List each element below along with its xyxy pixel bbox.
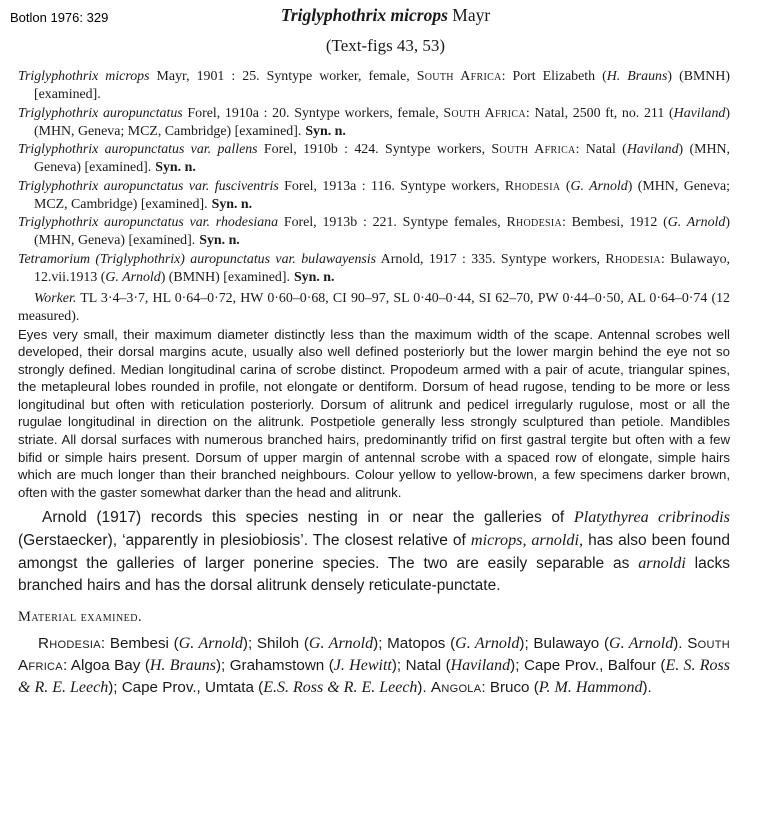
collector-name: H. Brauns — [149, 657, 216, 675]
collector-name: G. Arnold — [609, 635, 674, 653]
synonymy-citation: Forel, 1913a : 116. Syntype workers, — [278, 178, 505, 194]
synonymy-locality-detail: : Bembesi, 1912 ( — [562, 215, 668, 230]
synonymy-entry — [18, 105, 730, 141]
country-name: South Africa — [18, 635, 731, 675]
locality-text: ); Natal ( — [391, 657, 451, 675]
synonymy-collector: G. Arnold — [105, 269, 161, 285]
species-title — [0, 5, 771, 26]
synonymy-depository: ) (MHN, Geneva) [examined]. — [34, 215, 730, 248]
locality-text: ); Cape Prov., Umtata ( — [108, 679, 264, 697]
remarks-taxon-2: microps, arnoldi, — [470, 531, 584, 550]
locality-text: ); Shiloh ( — [242, 635, 309, 653]
collector-name: P. M. Hammond — [538, 679, 643, 697]
locality-text: ). — [673, 635, 688, 653]
material-heading: Material examined. — [18, 609, 143, 626]
locality-text: ); Matopos ( — [373, 635, 456, 653]
synonymy-entry — [18, 214, 730, 250]
locality-text: : Bembesi ( — [100, 635, 179, 653]
synonymy-taxon: Triglyphothrix auropunctatus — [18, 105, 183, 121]
collector-name: J. Hewitt — [333, 657, 392, 675]
worker-measurements — [18, 290, 730, 326]
remarks-paragraph — [18, 506, 730, 597]
synonymy-collector: G. Arnold — [667, 215, 726, 230]
synonymy-depository: ) (MHN, Geneva; MCZ, Cambridge) [examined]. — [34, 105, 730, 139]
title-species-name: Triglyphothrix microps — [280, 5, 448, 25]
measurements-text: TL 3·4–3·7, HL 0·64–0·72, HW 0·60–0·68, CI 90–97, SL 0·40–0·44, SI 62–70, PW 0·44–0·50, AL 0·64–0·74 (12 measured). — [18, 290, 730, 324]
syn-n-label: Syn. n. — [155, 160, 196, 175]
synonymy-locality-detail: ( — [560, 178, 571, 194]
syn-n-label: Syn. n. — [211, 196, 253, 212]
synonymy-entry — [18, 251, 730, 287]
synonymy-depository: ) (BMNH) [examined]. — [160, 269, 290, 285]
collector-name: G. Arnold — [455, 635, 520, 653]
synonymy-locality-detail: : Bulawayo, 12.vii.1913 ( — [34, 251, 730, 285]
synonymy-collector: Haviland — [626, 142, 679, 157]
synonymy-locality-detail: : Natal ( — [575, 142, 627, 157]
synonymy-taxon: Triglyphothrix auropunctatus var. pallens — [18, 142, 258, 157]
syn-n-label: Syn. n. — [199, 233, 240, 248]
synonymy-citation: Arnold, 1917 : 335. Syntype workers, — [376, 251, 606, 267]
synonymy-depository: ) (MHN, Geneva; MCZ, Cambridge) [examined]. — [34, 178, 730, 212]
synonymy-locality-detail: : Port Elizabeth ( — [501, 69, 607, 84]
syn-n-label: Syn. n. — [305, 123, 346, 139]
locality-text: ). — [417, 679, 431, 697]
synonymy-locality: Rhodesia — [506, 215, 563, 230]
worker-description: Eyes very small, their maximum diameter distinctly less than the maximum width of the scape. Antennal scrobes well developed, their dorsal margins acute, usually also well defined posteriorly but the lower margin behind the eye not so strongly defined. Median longitudinal carina of scrobe distinct. Propodeum armed with a pair of acute, triangular spines, the metapleural lobes rounded in profile, not elongate or dentiform. Dorsum of head rugose, tending to be more or less longitudinal but often with reticulation posteriorly. Dorsum of alitrunk and pedicel irregularly rugulose, most or all the rugulae longitudinal in direction on the alitrunk. Postpetiole generally less strongly sculptured than petiole. Mandibles striate. All dorsal surfaces with numerous branched hairs, predominantly trifid on first gastral tergite but often with a few bifid or simple hairs present. Dorsum of upper margin of antennal scrobe with a spaced row of elongate, simple hairs which are much longer than their branched neighbours. Colour yellow to yellow-brown, a few specimens darker brown, often with the gaster somewhat darker than the head and alitrunk. — [18, 326, 730, 500]
locality-text: : Algoa Bay ( — [62, 657, 150, 675]
remarks-taxon-3: arnoldi — [638, 554, 686, 573]
caste-label: Worker. — [34, 290, 77, 306]
remarks-text-2: (Gerstaecker), ‘apparently in plesiobiosis’. The closest relative of — [18, 532, 471, 550]
synonymy-depository: ) (MHN, Geneva) [examined]. — [34, 142, 730, 175]
collector-name: G. Arnold — [178, 635, 243, 653]
synonymy-locality: South Africa — [416, 69, 502, 84]
synonymy-locality: South Africa — [491, 142, 576, 157]
synonymy-taxon: Triglyphothrix microps — [18, 69, 150, 84]
synonymy-locality: Rhodesia — [605, 251, 661, 267]
synonymy-taxon: Triglyphothrix auropunctatus var. rhodesiana — [18, 215, 279, 230]
article-body — [18, 68, 730, 699]
synonymy-locality-detail: : Natal, 2500 ft, no. 211 ( — [525, 105, 674, 121]
remarks-text-3: has also been found amongst the galleries of larger ponerine species. The two are easily separable as — [18, 532, 731, 573]
synonymy-collector: Haviland — [673, 105, 726, 121]
collector-name: G. Arnold — [308, 635, 374, 653]
synonymy-locality: Rhodesia — [504, 178, 561, 194]
country-name: Angola — [430, 679, 482, 697]
synonymy-citation: Mayr, 1901 : 25. Syntype worker, female, — [149, 69, 417, 84]
remarks-text-1: Arnold (1917) records this species nesting in or near the galleries of — [42, 509, 574, 527]
synonymy-citation: Forel, 1910b : 424. Syntype workers, — [257, 142, 492, 157]
title-author: Mayr — [452, 5, 491, 25]
remarks-taxon-1: Platythyrea cribrinodis — [573, 508, 730, 527]
locality-text: ); Grahamstown ( — [215, 657, 334, 675]
synonymy-collector: H. Brauns — [606, 69, 668, 84]
synonymy-depository: ) (BMNH) [examined]. — [34, 69, 730, 102]
locality-text: ); Cape Prov., Balfour ( — [510, 657, 666, 675]
collector-name: E. S. Ross & R. E. Leech — [18, 657, 731, 697]
figure-reference: (Text-figs 43, 53) — [325, 36, 446, 55]
locality-text: ). — [642, 679, 652, 697]
synonymy-entry — [18, 178, 730, 214]
synonymy-list — [18, 68, 730, 287]
synonymy-taxon: Triglyphothrix auropunctatus var. fusciventris — [18, 178, 279, 194]
locality-text: : Bruco ( — [481, 679, 539, 697]
synonymy-entry — [18, 141, 730, 177]
collector-name: Haviland — [450, 657, 511, 675]
collector-name: E.S. Ross & R. E. Leech — [263, 679, 418, 697]
synonymy-citation: Forel, 1913b : 221. Syntype females, — [278, 215, 507, 230]
synonymy-entry — [18, 68, 730, 104]
country-name: Rhodesia — [38, 635, 101, 653]
locality-text: ); Bulawayo ( — [519, 635, 610, 653]
material-examined — [18, 633, 730, 699]
synonymy-locality: South Africa — [443, 105, 526, 121]
syn-n-label: Syn. n. — [293, 269, 335, 285]
source-tag: Botlon 1976: 329 — [10, 10, 109, 25]
synonymy-citation: Forel, 1910a : 20. Syntype workers, female, — [182, 105, 444, 121]
remarks-text-4: lacks branched hairs and has the dorsal alitrunk densely reticulate-punctate. — [18, 555, 730, 595]
synonymy-taxon: Tetramorium (Triglyphothrix) auropunctatus var. bulawayensis — [18, 251, 377, 267]
synonymy-collector: G. Arnold — [570, 178, 628, 194]
